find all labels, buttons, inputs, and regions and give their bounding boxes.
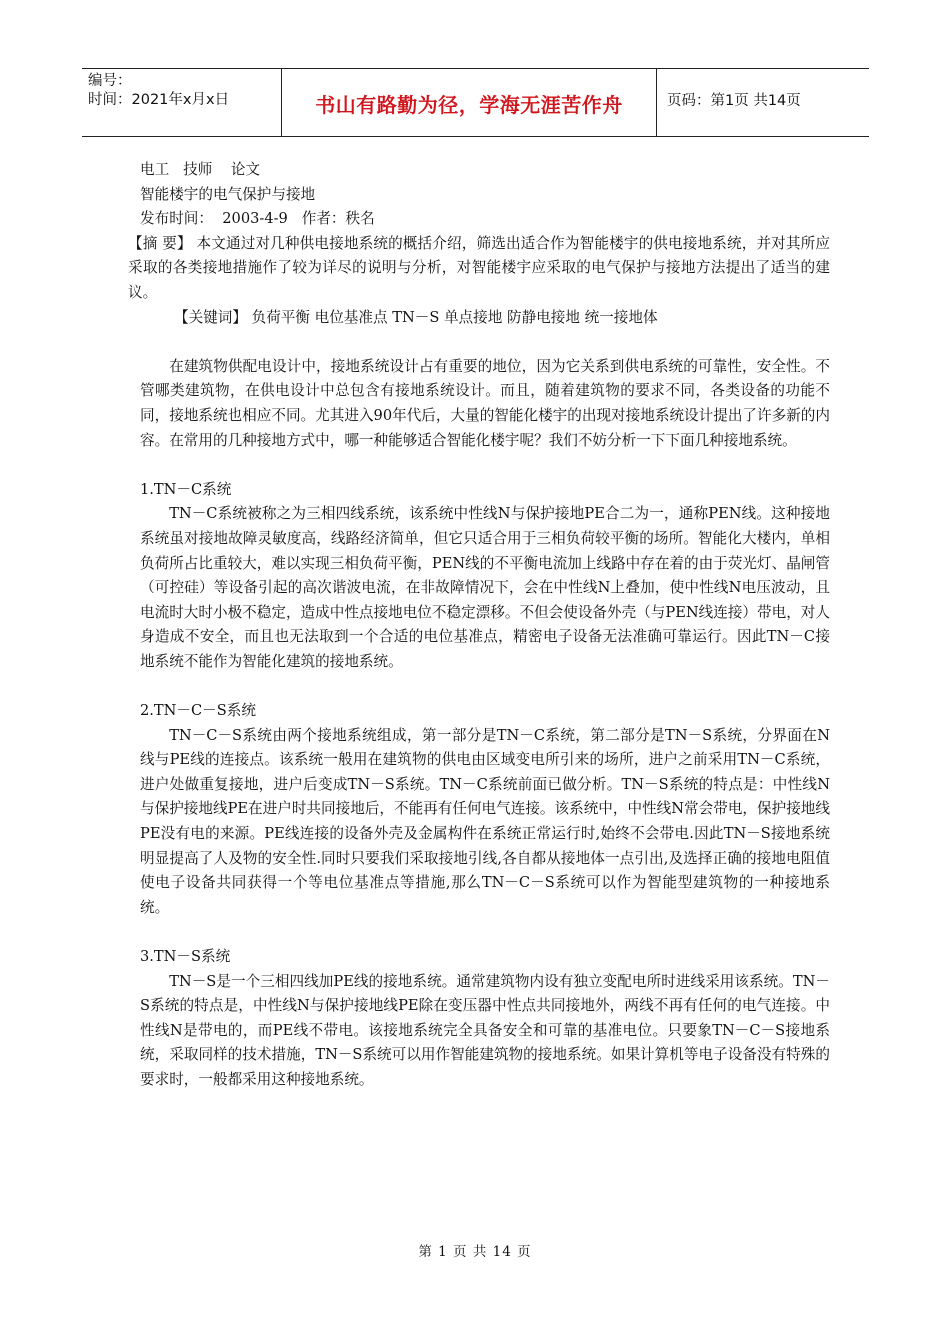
- header-meta-cell: [82, 69, 282, 136]
- date-label: 时间：2021年x月x日: [88, 92, 230, 108]
- header-page-info: 页码：第1页 共14页: [667, 93, 801, 109]
- article-keywords: 【关键词】 负荷平衡 电位基准点 TN－S 单点接地 防静电接地 统一接地体: [174, 308, 658, 326]
- section-heading: 1.TN－C系统: [140, 480, 232, 498]
- section-body: TN－C－S系统由两个接地系统组成，第一部分是TN－C系统，第二部分是TN－S系统，分界面在N线与PE线的连接点。该系统一般用在建筑物的供电由区域变电所引来的场所，进户之前采用TN－C系统，进户处做重复接地，进户后变成TN－S系统。TN－C系统前面已做分析。TN－S系统的特点是：中性线N与保护接地线PE在进户时共同接地后，不能再有任何电气连接。该系统中，中性线N常会带电，保护接地线PE没有电的来源。PE线连接的设备外壳及金属构件在系统正常运行时,始终不会带电.因此TN－S接地系统明显提高了人及物的安全性.同时只要我们采取接地引线,各自都从接地体一点引出,及选择正确的接地电阻值使电子设备共同获得一个等电位基准点等措施,那么TN－C－S系统可以作为智能型建筑物的一种接地系统。: [140, 726, 830, 916]
- header-motto: 书山有路勤为径，学海无涯苦作舟: [282, 69, 657, 136]
- intro-paragraph: 在建筑物供配电设计中，接地系统设计占有重要的地位，因为它关系到供电系统的可靠性，安全性。不管哪类建筑物，在供电设计中总包含有接地系统设计。而且，随着建筑物的要求不同，各类设备的功能不同，接地系统也相应不同。尤其进入90年代后，大量的智能化楼宇的出现对接地系统设计提出了许多新的内容。在常用的几种接地方式中，哪一种能够适合智能化楼宇呢？我们不妨分析一下下面几种接地系统。: [140, 357, 830, 449]
- section-heading: 3.TN－S系统: [140, 948, 231, 965]
- section-body: TN－C系统被称之为三相四线系统，该系统中性线N与保护接地PE合二为一，通称PEN线。这种接地系统虽对接地故障灵敏度高，线路经济简单，但它只适合用于三相负荷较平衡的场所。智能化大楼内，单相负荷所占比重较大，难以实现三相负荷平衡，PEN线的不平衡电流加上线路中存在着的由于荧光灯、晶闸管（可控硅）等设备引起的高次谐波电流，在非故障情况下，会在中性线N上叠加，使中性线N电压波动，且电流时大时小极不稳定，造成中性点接地电位不稳定漂移。不但会使设备外壳（与PEN线连接）带电，对人身造成不安全，而且也无法取到一个合适的电位基准点，精密电子设备无法准确可靠运行。因此TN－C接地系统不能作为智能化建筑的接地系统。: [140, 505, 830, 670]
- article-abstract: 【摘 要】 本文通过对几种供电接地系统的概括介绍，筛选出适合作为智能楼宇的供电接地系统，并对其所应采取的各类接地措施作了较为详尽的说明与分析，对智能楼宇应采取的电气保护与接地方法提出了适当的建议。: [128, 234, 830, 301]
- article-title: 智能楼宇的电气保护与接地: [140, 185, 316, 203]
- article-meta: 发布时间： 2003-4-9 作者：秩名: [140, 210, 375, 228]
- page-footer: 第 1 页 共 14 页: [418, 1244, 532, 1260]
- number-label: 编号：: [88, 73, 132, 89]
- article-body: [128, 158, 830, 1093]
- section-body: TN－S是一个三相四线加PE线的接地系统。通常建筑物内设有独立变配电所时进线采用该系统。TN－S系统的特点是，中性线N与保护接地线PE除在变压器中性点共同接地外，两线不再有任何的电气连接。中性线N是带电的，而PE线不带电。该接地系统完全具备安全和可靠的基准电位。只要象TN－C－S接地系统，采取同样的技术措施，TN－S系统可以用作智能建筑物的接地系统。如果计算机等电子设备没有特殊的要求时，一般都采用这种接地系统。: [140, 972, 830, 1088]
- document-header: [82, 68, 869, 137]
- section-heading: 2.TN－C－S系统: [140, 702, 256, 720]
- article-category: 电工 技师 论文: [140, 161, 261, 178]
